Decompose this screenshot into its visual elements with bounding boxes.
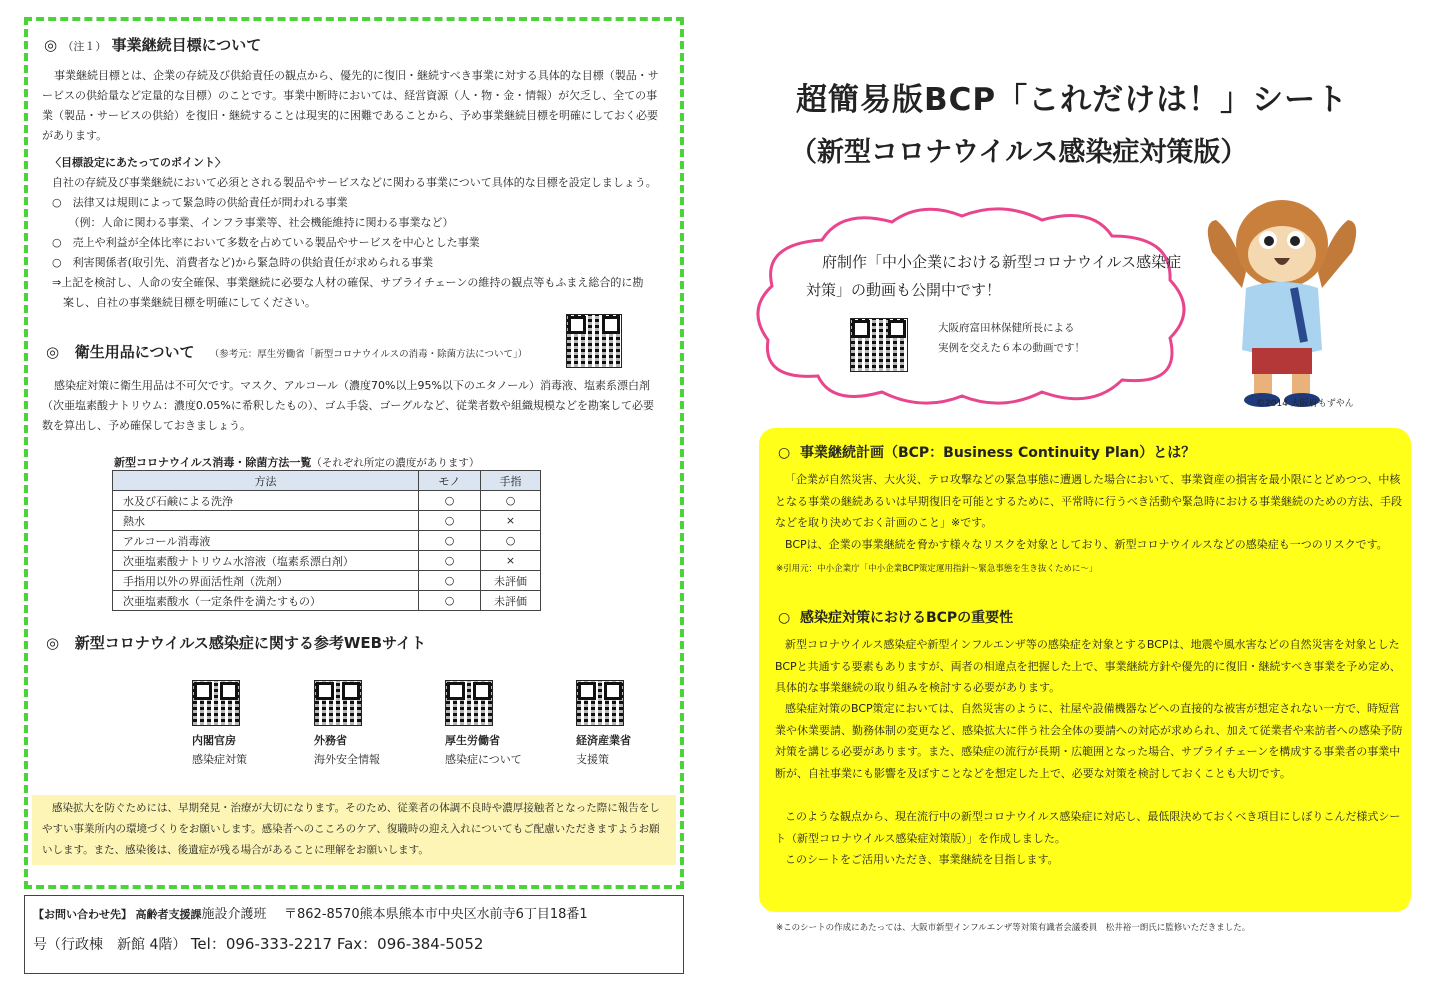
site-desc: 海外安全情報	[314, 753, 380, 766]
table-cell: 未評価	[481, 591, 541, 611]
table-row	[113, 571, 541, 591]
hygiene-mark: ◎	[46, 343, 60, 361]
contact-address: 〒862-8570熊本県熊本市中央区水前寺6丁目18番1	[284, 907, 588, 922]
table-title-text: 新型コロナウイルス消毒・除菌方法一覧	[114, 456, 312, 469]
list-item: ○ 法律又は規則によって緊急時の供給責任が問われる事業	[52, 196, 348, 209]
list-item: （例：人命に関わる事業、インフラ事業等、社会機能維持に関わる事業など）	[52, 216, 454, 229]
importance-heading	[778, 607, 1013, 627]
list-item: 案し、自社の事業継続目標を明確にしてください。	[52, 296, 316, 309]
table-header: 方法	[113, 471, 419, 491]
mascot-mozuyan-icon	[1202, 192, 1362, 412]
hygiene-body: 感染症対策に衛生用品は不可欠です。マスク、アルコール（濃度70%以上95%以下のエタノール）消毒液、塩素系漂白剤（次亜塩素酸ナトリウム：濃度0.05%に希釈したもの）、ゴム手袋、ゴーグルなど、従業者数や組織規模などを勘案して必要数を算出し、予め確保しておきましょう。	[42, 379, 655, 432]
hygiene-qr[interactable]	[566, 314, 624, 374]
contact-tel: Tel：096-333-2217 Fax：096-384-5052	[190, 935, 484, 953]
table-header: 手指	[481, 471, 541, 491]
speech-cloud	[752, 200, 1200, 412]
contact-box	[24, 895, 684, 974]
qr-code-icon	[850, 318, 908, 372]
disinfection-table	[112, 470, 541, 611]
table-cell: ○	[481, 531, 541, 551]
site-desc: 支援策	[576, 753, 609, 766]
hygiene-source: （参考元：厚生労働省「新型コロナウイルスの消毒・除菌方法について」）	[209, 349, 528, 360]
hygiene-title: 衛生用品について	[74, 343, 195, 361]
web-site-meti[interactable]	[576, 680, 686, 770]
importance-p2: 感染症対策のBCP策定においては、自然災害のように、社屋や設備機器などへの直接的な被害が想定されない一方で、時短営業や休業要請、勤務体制の変更など、感染拡大に伴う社会全体の要請への対応が求められ、加えて従業者や来訪者への感染予防対策を講じる必要があります。また、感染症の流行が長期・広範囲となった場合、サプライチェーンを構成する事業者の事業中断が、自社事業にも影響を及ぼすことなどを想定した上で、必要な対策を検討しておくことも大切です。	[775, 702, 1403, 780]
site-name: 経済産業省	[576, 734, 631, 747]
contact-label: 【お問い合わせ先】	[33, 908, 132, 921]
table-cell: 水及び石鹸による洗浄	[113, 491, 419, 511]
points-intro: 自社の存続及び事業継続において必須とされる製品やサービスなどに関わる事業について具体的な目標を設定しましょう。	[52, 176, 657, 189]
contact-dept: 高齢者支援課	[135, 908, 202, 921]
table-cell: 次亜塩素酸ナトリウム水溶液（塩素系漂白剤）	[113, 551, 419, 571]
note1-title: 事業継続目標について	[111, 36, 262, 54]
importance-heading-mark: ○	[778, 610, 791, 626]
cloud-qr[interactable]	[850, 318, 908, 378]
hygiene-heading	[46, 341, 527, 362]
bcp-heading	[778, 442, 1195, 462]
site-name: 厚生労働省	[445, 734, 500, 747]
bcp-heading-mark: ○	[778, 445, 791, 461]
page-title: 超簡易版BCP「これだけは！」シート	[796, 82, 1349, 118]
contact-address-cont: 号（行政棟 新館 4階）	[33, 937, 187, 953]
web-title: 新型コロナウイルス感染症に関する参考WEBサイト	[74, 634, 427, 652]
table-cell: ○	[419, 491, 481, 511]
importance-p3: このような観点から、現在流行中の新型コロナウイルス感染症に対応し、最低限決めておくべき項目にしぼりこんだ様式シート（新型コロナウイルス感染症対策版）」を作成しました。	[775, 810, 1401, 845]
table-note: （それぞれ所定の濃度があります）	[311, 457, 480, 469]
site-desc: 感染症について	[445, 753, 522, 766]
web-heading	[46, 632, 426, 653]
site-desc: 感染症対策	[192, 753, 247, 766]
table-title	[114, 454, 479, 470]
site-name: 外務省	[314, 734, 347, 747]
contact-section: 施設介護班	[201, 907, 267, 922]
qr-code-icon	[566, 314, 622, 368]
table-cell: ○	[419, 531, 481, 551]
mascot-credit: ©2014 大阪府もずやん	[1256, 399, 1354, 409]
web-mark: ◎	[46, 634, 60, 652]
list-item: ○ 利害関係者(取引先、消費者など)から緊急時の供給責任が求められる事業	[52, 256, 434, 269]
page-subtitle: （新型コロナウイルス感染症対策版）	[790, 137, 1248, 168]
web-site-mofa[interactable]	[314, 680, 424, 770]
table-cell: アルコール消毒液	[113, 531, 419, 551]
importance-p4: このシートをご活用いただき、事業継続を目指します。	[785, 853, 1059, 866]
table-cell: ×	[481, 551, 541, 571]
table-cell: ○	[419, 591, 481, 611]
footnote: ※このシートの作成にあたっては、大阪市新型インフルエンザ等対策有識者会議委員 松井裕一朗氏に監修いただきました。	[776, 923, 1251, 933]
table-cell: ○	[419, 571, 481, 591]
table-cell: 熱水	[113, 511, 419, 531]
importance-heading-text: 感染症対策におけるBCPの重要性	[799, 610, 1014, 626]
table-row	[113, 511, 541, 531]
note1-mark: ◎	[44, 36, 58, 54]
list-item: ○ 売上や利益が全体比率において多数を占めている製品やサービスを中心とした事業	[52, 236, 480, 249]
table-cell: ×	[481, 511, 541, 531]
note1-body: 事業継続目標とは、企業の存続及び供給責任の観点から、優先的に復旧・継続すべき事業に対する具体的な目標（製品・サービスの供給量など定量的な目標）のことです。事業中断時においては、経営資源（人・物・金・情報）が欠乏し、全ての事業（製品・サービスの供給）を復旧・継続することは現実的に困難であることから、予め事業継続目標を明確にしておく必要があります。	[42, 69, 659, 142]
contact-line2	[33, 926, 675, 963]
bcp-heading-text: 事業継続計画（BCP：Business Continuity Plan）とは？	[799, 445, 1196, 461]
table-header-row	[113, 471, 541, 491]
web-site-mhlw[interactable]	[445, 680, 555, 770]
bcp-risk: BCPは、企業の事業継続を脅かす様々なリスクを対象としており、新型コロナウイルスなどの感染症も一つのリスクです。	[785, 538, 1388, 551]
table-header: モノ	[419, 471, 481, 491]
site-name: 内閣官房	[192, 734, 236, 747]
points-list	[52, 193, 672, 313]
qr-code-icon	[576, 680, 624, 726]
table-cell: ○	[481, 491, 541, 511]
importance-p1: 新型コロナウイルス感染症や新型インフルエンザ等の感染症を対象とするBCPは、地震や風水害などの自然災害を対象としたBCPと共通する要素もありますが、両者の相違点を把握した上で、事業継続方針や優先的に復旧・継続すべき事業を予め定め、具体的な事業継続の取り組みを検討する必要があります。	[775, 638, 1401, 694]
table-row	[113, 591, 541, 611]
cloud-note-line: 大阪府富田林保健所長による	[938, 322, 1075, 334]
table-cell: ○	[419, 511, 481, 531]
table-cell: ○	[419, 551, 481, 571]
cloud-note-line: 実例を交えた６本の動画です！	[938, 342, 1085, 354]
cloud-note	[938, 318, 1085, 358]
qr-code-icon	[445, 680, 493, 726]
spread-note: 感染拡大を防ぐためには、早期発見・治療が大切になります。そのため、従業者の体調不良時や濃厚接触者となった際に報告をしやすい事業所内の環境づくりをお願いします。感染者へのこころのケア、復職時の迎え入れについてもご配慮いただきますようお願いします。また、感染後は、後遺症が残る場合があることに理解をお願いします。	[32, 795, 676, 865]
table-row	[113, 491, 541, 511]
table-cell: 手指用以外の界面活性剤（洗剤）	[113, 571, 419, 591]
note1-tag: （注１）	[62, 40, 107, 53]
points-heading: 〈目標設定にあたってのポイント〉	[50, 156, 226, 169]
note1-heading	[44, 34, 261, 55]
web-site-cabinet[interactable]	[192, 680, 302, 770]
table-cell: 次亜塩素酸水（一定条件を満たすもの）	[113, 591, 419, 611]
cloud-text: 府制作「中小企業における新型コロナウイルス感染症対策」の動画も公開中です！	[806, 253, 1182, 299]
contact-line1	[33, 904, 675, 926]
table-row	[113, 551, 541, 571]
list-item: ⇒上記を検討し、人命の安全確保、事業継続に必要な人材の確保、サプライチェーンの維持の観点等もふまえ総合的に勘	[52, 276, 644, 289]
bcp-definition: 「企業が自然災害、大火災、テロ攻撃などの緊急事態に遭遇した場合において、事業資産の損害を最小限にとどめつつ、中核となる事業の継続あるいは早期復旧を可能とするために、平常時に行うべき活動や緊急時における事業継続のための方法、手段などを取り決めておく計画のこと」※です。	[775, 473, 1402, 529]
qr-code-icon	[314, 680, 362, 726]
table-row	[113, 531, 541, 551]
qr-code-icon	[192, 680, 240, 726]
bcp-citation: ※引用元：中小企業庁「中小企業BCP策定運用指針～緊急事態を生き抜くために～」	[776, 564, 1098, 574]
table-cell: 未評価	[481, 571, 541, 591]
